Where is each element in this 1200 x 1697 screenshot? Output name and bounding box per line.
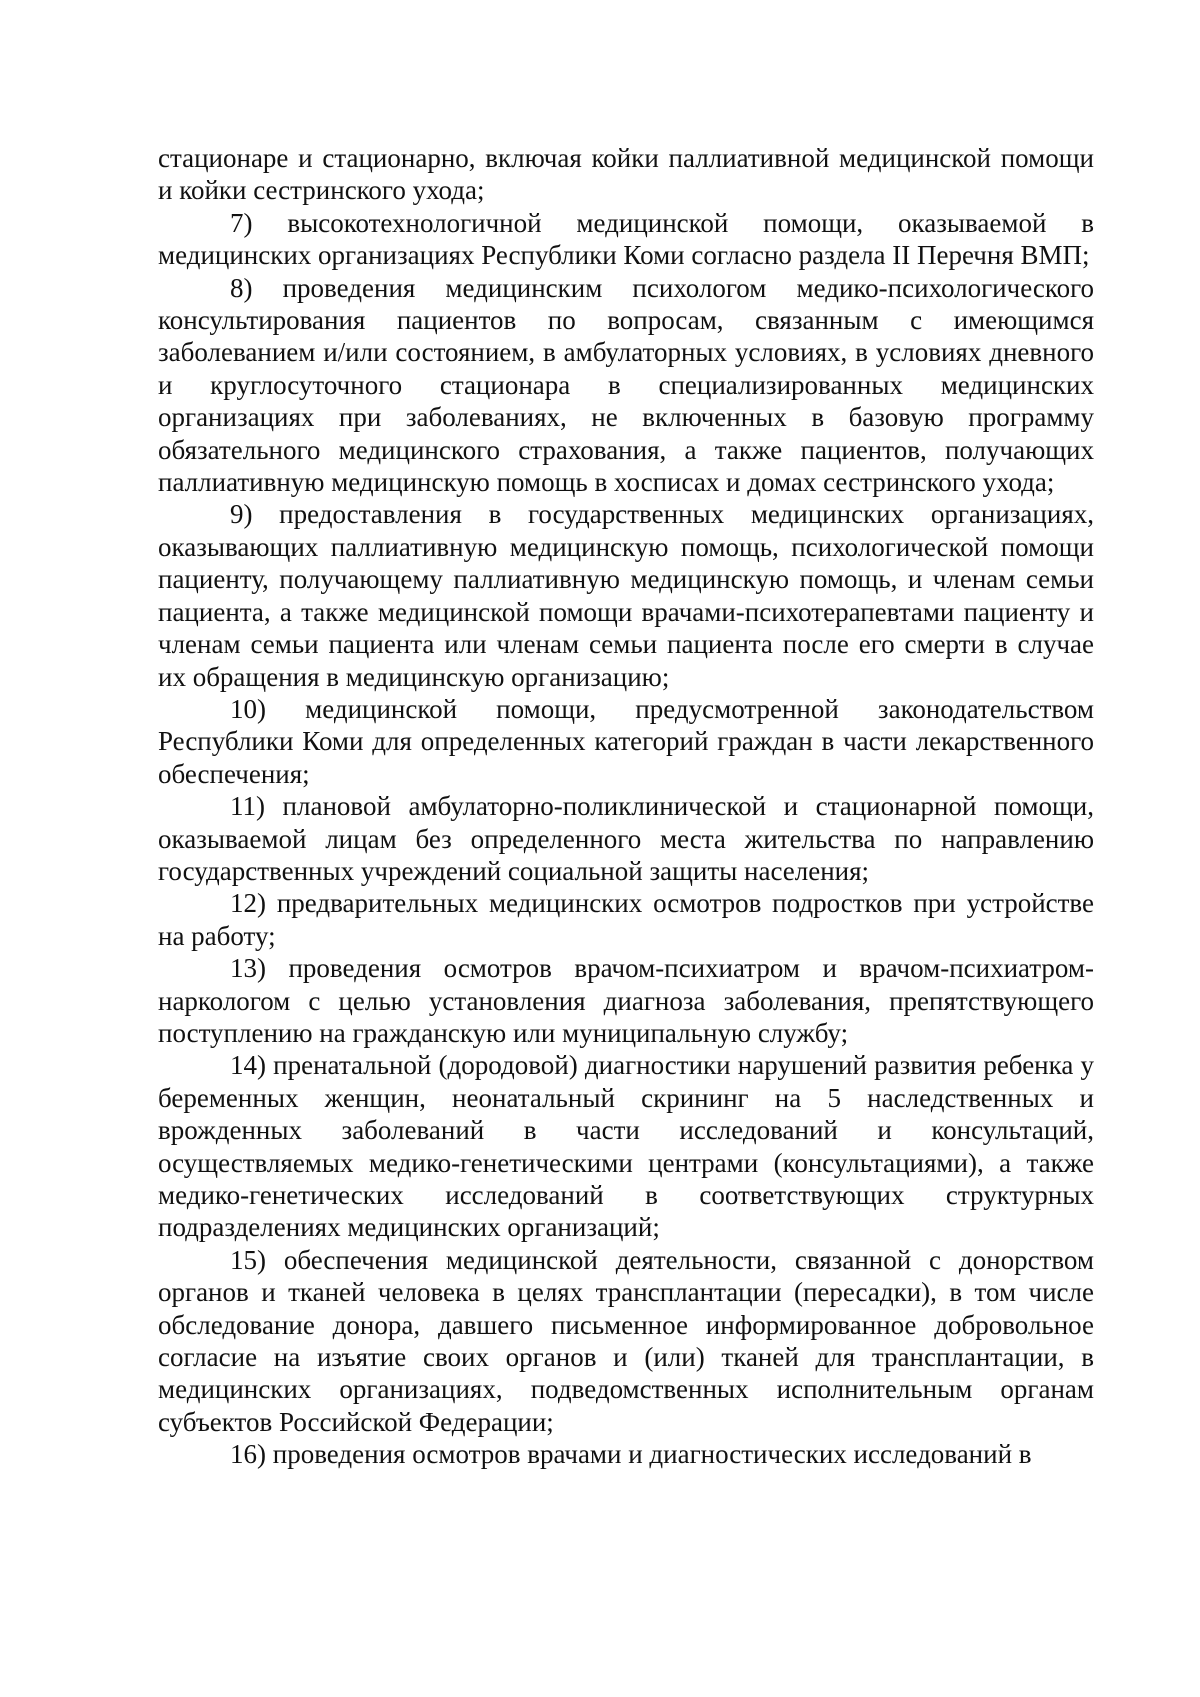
document-page xyxy=(158,142,1094,1471)
paragraph-item-7: 7) высокотехнологичной медицинской помощи, оказываемой в медицинских организациях Республики Коми согласно раздела II Перечня ВМП; xyxy=(158,207,1094,271)
paragraph-item-13: 13) проведения осмотров врачом-психиатром и врачом-психиатром-наркологом с целью установления диагноза заболевания, препятствующего поступлению на гражданскую или муниципальную службу; xyxy=(158,953,1094,1048)
paragraph-continuation: стационаре и стационарно, включая койки паллиативной медицинской помощи и койки сестринского ухода; xyxy=(158,143,1094,206)
paragraph-item-9: 9) предоставления в государственных медицинских организациях, оказывающих паллиативную медицинскую помощь, психологической помощи пациенту, получающему паллиативную медицинскую помощь, и членам семьи пациента, а также медицинской помощи врачами-психотерапевтами пациенту и членам семьи пациента или членам семьи пациента после его смерти в случае их обращения в медицинскую организацию; xyxy=(158,499,1094,692)
paragraph-item-16: 16) проведения осмотров врачами и диагностических исследований в xyxy=(230,1439,1032,1470)
paragraph-item-12: 12) предварительных медицинских осмотров подростков при устройстве на работу; xyxy=(158,888,1094,951)
paragraph-item-15: 15) обеспечения медицинской деятельности, связанной с донорством органов и тканей человека в целях трансплантации (пересадки), в том числе обследование донора, давшего письменное информированное добровольное согласие на изъятие своих органов и (или) тканей для трансплантации, в медицинских организациях, подведомственных исполнительным органам субъектов Российской Федерации; xyxy=(158,1244,1094,1437)
paragraph-item-8: 8) проведения медицинским психологом медико-психологического консультирования пациентов по вопросам, связанным с имеющимся заболеванием и/или состоянием, в амбулаторных условиях, в условиях дневного и круглосуточного стационара в специализированных медицинских организациях при заболеваниях, не включенных в базовую программу обязательного медицинского страхования, а также пациентов, получающих паллиативную медицинскую помощь в хосписах и домах сестринского ухода; xyxy=(158,272,1094,498)
paragraph-item-11: 11) плановой амбулаторно-поликлинической и стационарной помощи, оказываемой лицам без определенного места жительства по направлению государственных учреждений социальной защиты населения; xyxy=(158,791,1094,886)
paragraph-item-14: 14) пренатальной (дородовой) диагностики нарушений развития ребенка у беременных женщин, неонатальный скрининг на 5 наследственных и врожденных заболеваний в части исследований и консультаций, осуществляемых медико-генетическими центрами (консультациями), а также медико-генетических исследований в соответствующих структурных подразделениях медицинских организаций; xyxy=(158,1050,1094,1243)
paragraph-item-10: 10) медицинской помощи, предусмотренной законодательством Республики Коми для определенных категорий граждан в части лекарственного обеспечения; xyxy=(158,693,1094,789)
